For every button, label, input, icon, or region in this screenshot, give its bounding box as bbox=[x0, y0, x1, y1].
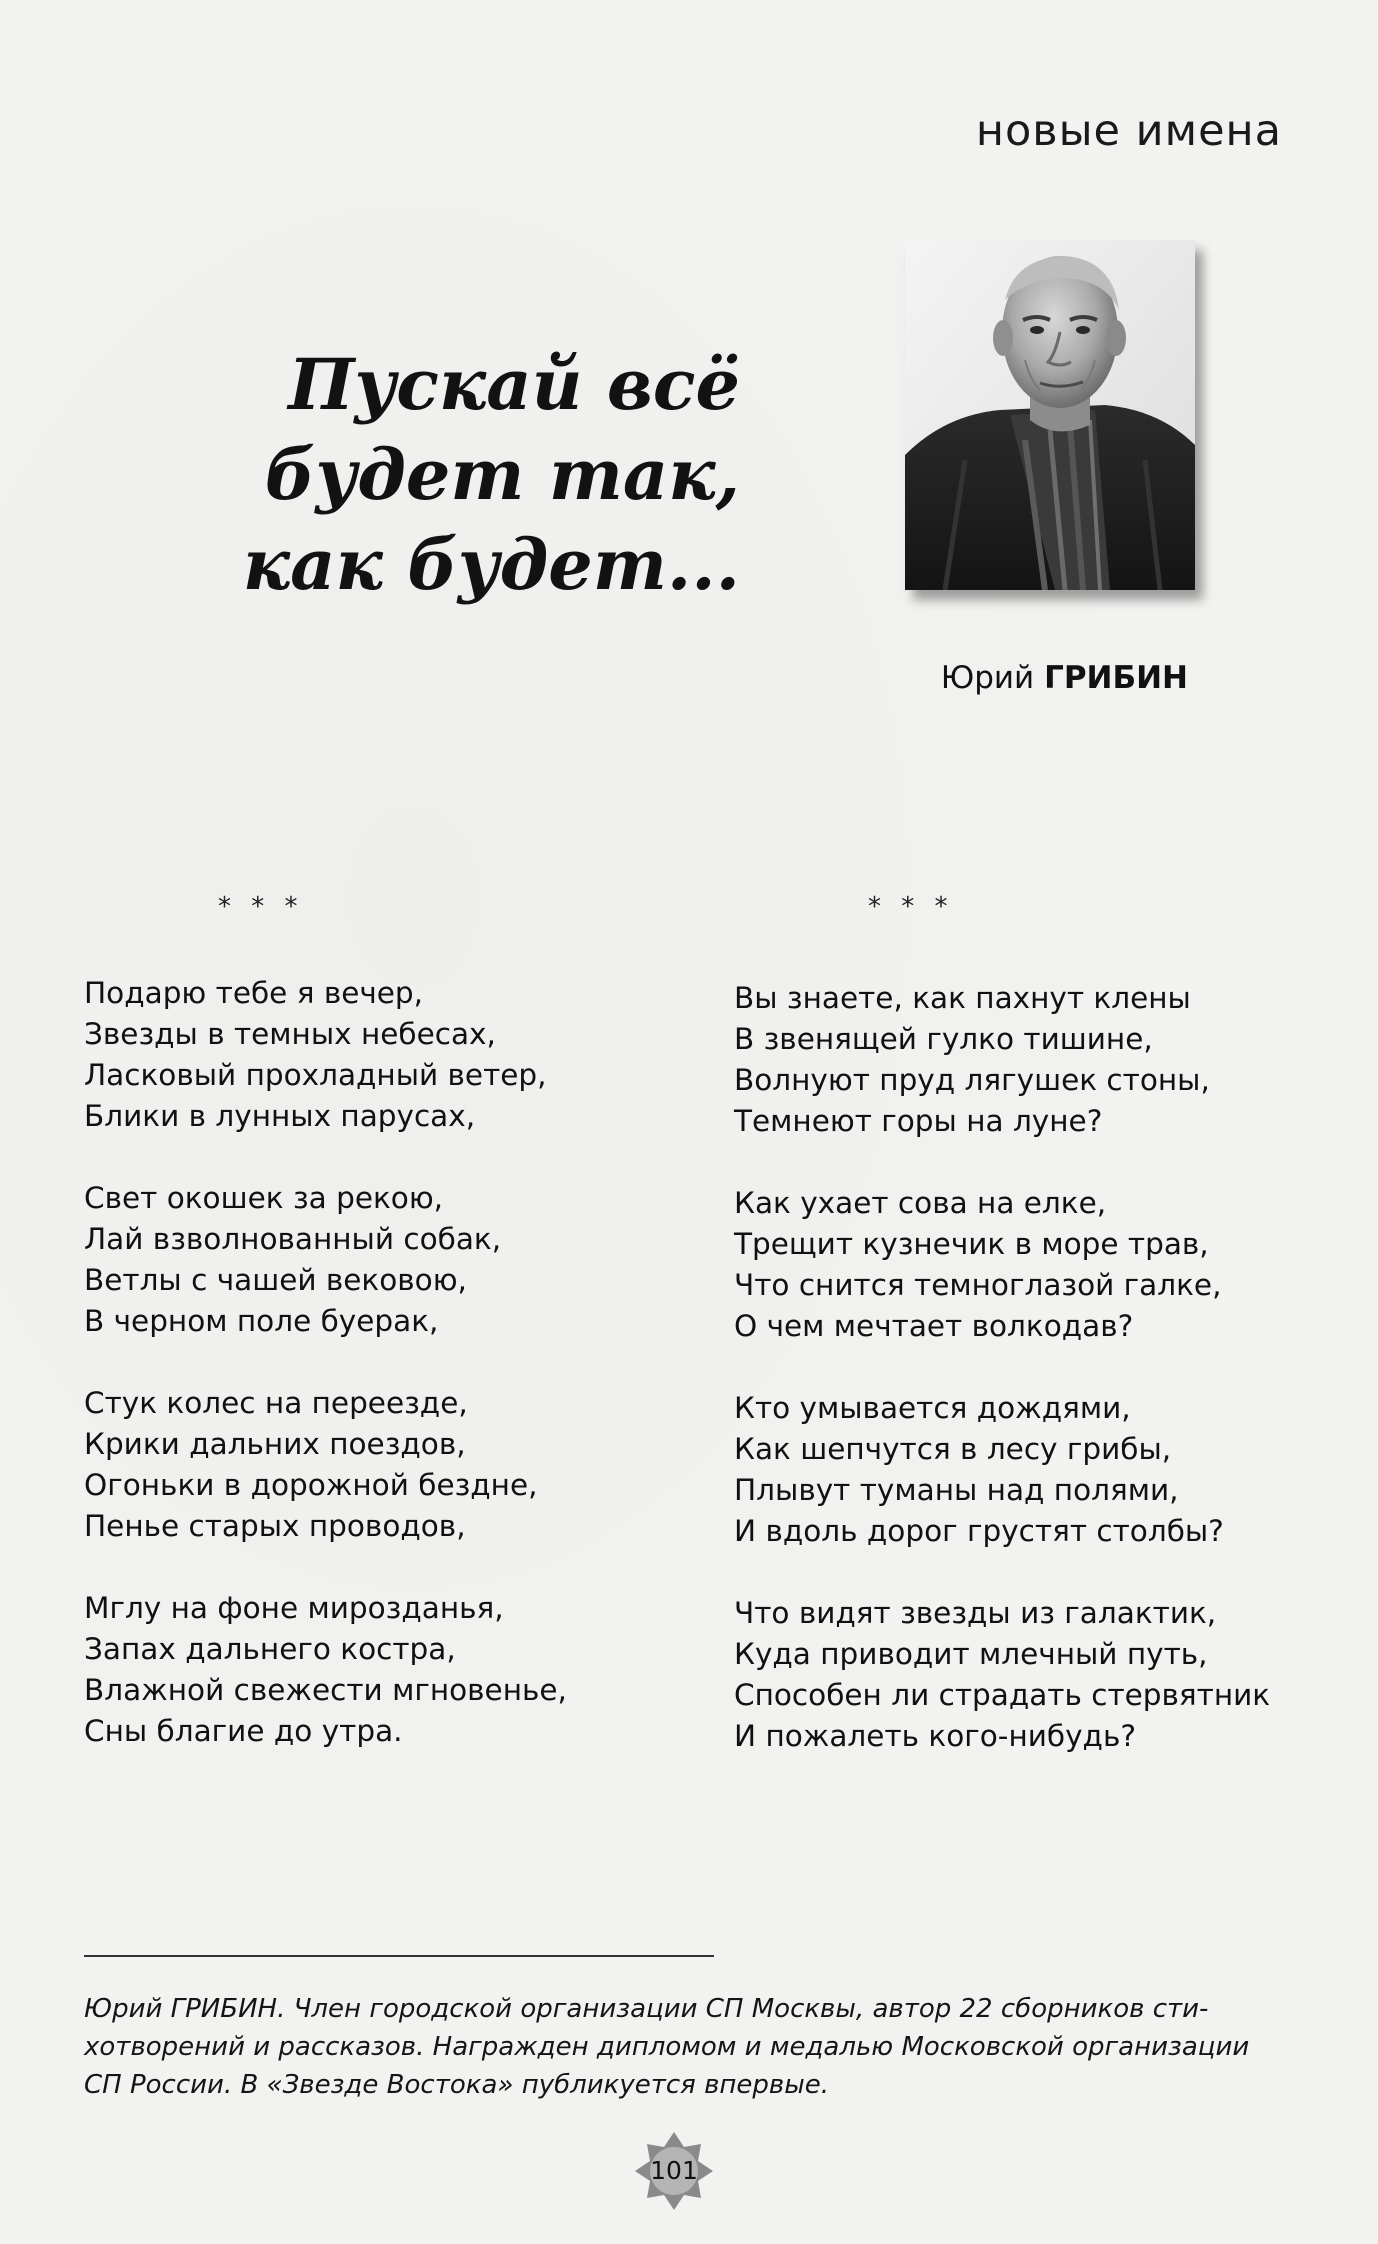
author-photo bbox=[905, 240, 1195, 590]
poem-line: О чем мечтает волкодав? bbox=[734, 1309, 1134, 1343]
poem-line: Стук колес на переезде, bbox=[84, 1386, 468, 1420]
poem-line: Подарю тебе я вечер, bbox=[84, 976, 424, 1010]
poem-line: В звенящей гулко тишине, bbox=[734, 1022, 1153, 1056]
poem-2-stanza-3 bbox=[734, 1388, 1270, 1552]
author-bio-footnote bbox=[84, 1990, 1276, 2104]
footnote-line: Юрий ГРИБИН. Член городской организации СП Москвы, автор 22 сборников сти- bbox=[84, 1994, 1209, 2024]
poem-line: Способен ли страдать стервятник bbox=[734, 1678, 1271, 1712]
poem-line: Волнуют пруд лягушек стоны, bbox=[734, 1063, 1210, 1097]
poem-line: Темнеют горы на луне? bbox=[734, 1104, 1103, 1138]
poem-line: Трещит кузнечик в море трав, bbox=[734, 1227, 1209, 1261]
poem-line: Блики в лунных парусах, bbox=[84, 1099, 476, 1133]
poem-2-marker: * * * bbox=[868, 892, 954, 922]
poem-1-marker: * * * bbox=[218, 892, 304, 922]
poem-line: Крики дальних поездов, bbox=[84, 1427, 466, 1461]
title-line-1: Пускай всё bbox=[288, 343, 740, 426]
poem-line: Как шепчутся в лесу грибы, bbox=[734, 1432, 1172, 1466]
poem-line: И пожалеть кого-нибудь? bbox=[734, 1719, 1136, 1753]
poem-line: Что снится темноглазой галке, bbox=[734, 1268, 1222, 1302]
title-line-2: будет так, bbox=[264, 433, 740, 516]
poem-line: Звезды в темных небесах, bbox=[84, 1017, 496, 1051]
poem-2-stanza-4 bbox=[734, 1593, 1270, 1757]
poem-1-stanza-1 bbox=[84, 973, 567, 1137]
poem-1 bbox=[84, 973, 567, 1752]
author-last-name: ГРИБИН bbox=[1044, 660, 1188, 696]
poem-line: Вы знаете, как пахнут клены bbox=[734, 981, 1191, 1015]
page-number: 101 bbox=[650, 2156, 698, 2185]
author-first-name: Юрий bbox=[940, 660, 1035, 696]
poem-line: Ветлы с чашей вековою, bbox=[84, 1263, 467, 1297]
poem-line: Ласковый прохладный ветер, bbox=[84, 1058, 547, 1092]
poem-line: Огоньки в дорожной бездне, bbox=[84, 1468, 538, 1502]
poem-line: Плывут туманы над полями, bbox=[734, 1473, 1179, 1507]
poem-2-stanza-2 bbox=[734, 1183, 1270, 1347]
poem-line: Сны благие до утра. bbox=[84, 1714, 403, 1748]
footnote-line: хотворений и рассказов. Награжден дипломом и медалью Московской организации bbox=[84, 2032, 1250, 2062]
poem-line: Запах дальнего костра, bbox=[84, 1632, 456, 1666]
poem-collection-title bbox=[200, 340, 740, 610]
footnote-line: СП России. В «Звезде Востока» публикуется впервые. bbox=[84, 2070, 830, 2100]
poem-line: Лай взволнованный собак, bbox=[84, 1222, 502, 1256]
author-name bbox=[941, 660, 1188, 696]
poem-1-stanza-3 bbox=[84, 1383, 567, 1547]
poem-line: Как ухает сова на елке, bbox=[734, 1186, 1107, 1220]
page-number-badge bbox=[633, 2130, 715, 2212]
poem-1-stanza-4 bbox=[84, 1588, 567, 1752]
section-header: новые имена bbox=[975, 106, 1282, 156]
poem-line: Влажной свежести мгновенье, bbox=[84, 1673, 567, 1707]
poem-line: И вдоль дорог грустят столбы? bbox=[734, 1514, 1224, 1548]
poem-line: Куда приводит млечный путь, bbox=[734, 1637, 1208, 1671]
poem-line: В черном поле буерак, bbox=[84, 1304, 439, 1338]
footnote-divider bbox=[84, 1955, 714, 1957]
poem-1-stanza-2 bbox=[84, 1178, 567, 1342]
poem-2 bbox=[734, 978, 1270, 1757]
poem-line: Кто умывается дождями, bbox=[734, 1391, 1131, 1425]
poem-line: Свет окошек за рекою, bbox=[84, 1181, 444, 1215]
poem-line: Мглу на фоне мирозданья, bbox=[84, 1591, 504, 1625]
poem-2-stanza-1 bbox=[734, 978, 1270, 1142]
poem-line: Пенье старых проводов, bbox=[84, 1509, 466, 1543]
title-line-3: как будет... bbox=[242, 523, 740, 606]
poem-line: Что видят звезды из галактик, bbox=[734, 1596, 1217, 1630]
